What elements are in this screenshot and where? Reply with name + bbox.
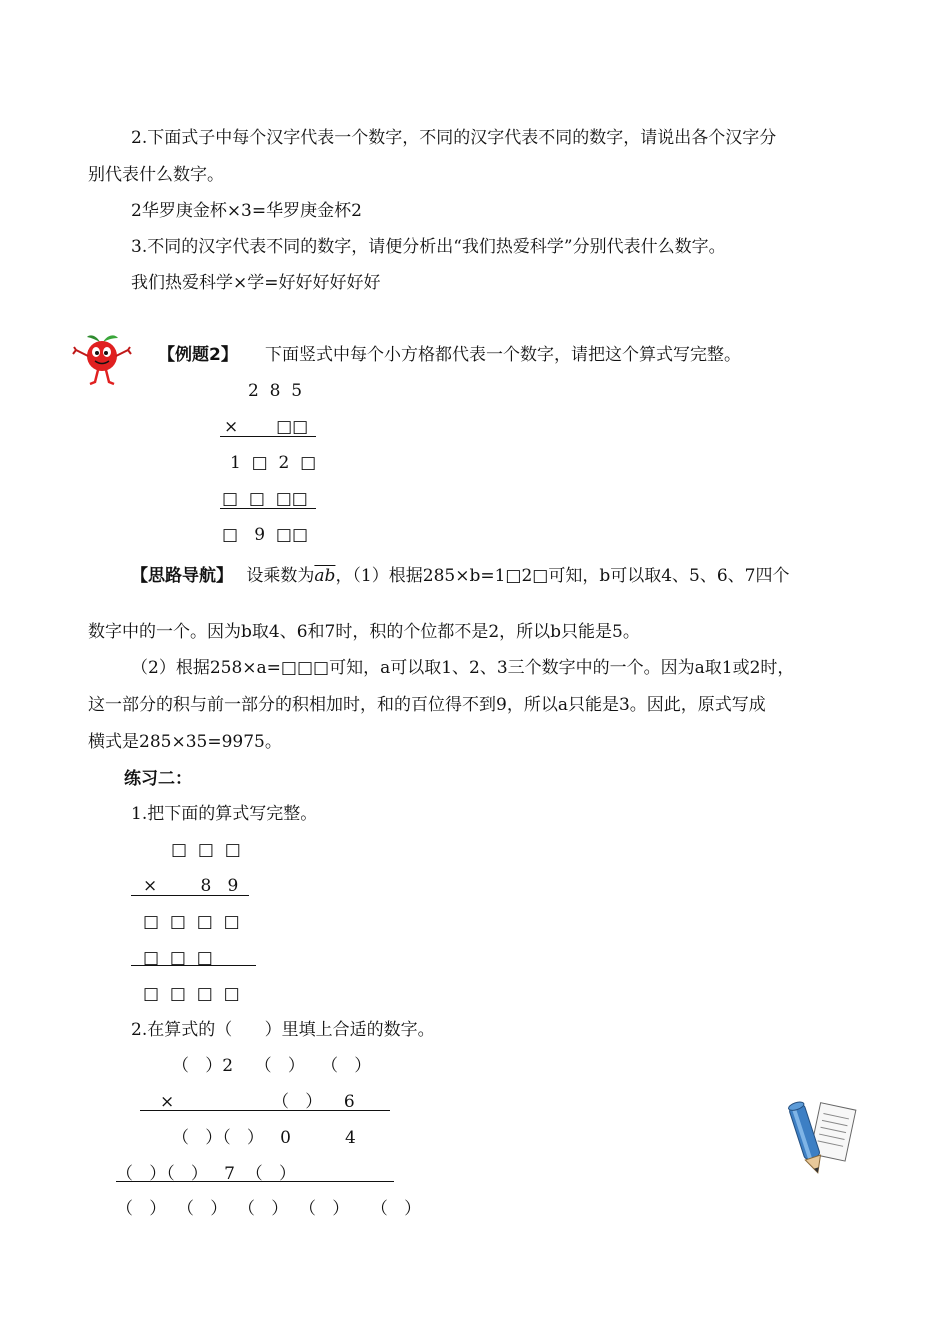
guide-line3: （2）根据258×a=□□□可知，a可以取1、2、3三个数字中的一个。因为a取1或2时，	[131, 658, 795, 678]
q2-line1: 2.下面式子中每个汉字代表一个数字，不同的汉字代表不同的数字，请说出各个汉字分	[131, 128, 777, 148]
q2-rule-1	[140, 1110, 390, 1111]
apple-mascot-icon	[70, 332, 134, 388]
practice2-q2: 2.在算式的（ ）里填上合适的数字。	[131, 1020, 435, 1040]
q1-row-3: □ □ □ □	[143, 912, 240, 932]
q2-times: ×	[160, 1092, 175, 1112]
q2-row-2: （ ） 6	[272, 1092, 355, 1112]
guide-line1	[131, 565, 789, 587]
example2-rule-2	[220, 508, 316, 509]
q2-rule-2	[116, 1181, 394, 1182]
q1-rule-2	[131, 965, 256, 966]
q2-line2: 别代表什么数字。	[88, 165, 224, 185]
practice2-q1: 1.把下面的算式写完整。	[131, 804, 318, 824]
q2-row-1: （ ）2 （ ） （ ）	[172, 1056, 372, 1076]
q2-formula: 2华罗庚金杯×3=华罗庚金杯2	[131, 201, 362, 221]
example2-row-5: □ 9 □□	[222, 525, 309, 545]
guide-line5: 横式是285×35=9975。	[88, 732, 282, 752]
q1-row-5: □ □ □ □	[143, 984, 240, 1004]
q1-row-4: □ □ □	[143, 948, 213, 968]
guide-label: 【思路导航】	[131, 566, 233, 586]
q1-row-1: □ □ □	[171, 840, 241, 860]
example2-row-2: × □□	[224, 417, 309, 437]
q1-row-2: × 8 9	[143, 876, 239, 896]
example2-rule-1	[220, 436, 316, 437]
guide-line2: 数字中的一个。因为b取4、6和7时，积的个位都不是2，所以b只能是5。	[88, 622, 640, 642]
practice2-heading: 练习二：	[124, 769, 192, 789]
example2-prompt: 下面竖式中每个小方格都代表一个数字，请把这个算式写完整。	[265, 345, 741, 365]
q2-row-4: （ ）（ ） 7 （ ）	[116, 1164, 296, 1184]
q1-rule-1	[131, 895, 249, 896]
example2-row-3: 1 □ 2 □	[230, 453, 317, 473]
guide-line4: 这一部分的积与前一部分的积相加时，和的百位得不到9，所以a只能是3。因此，原式写成	[88, 695, 766, 715]
example2-row-4: □ □ □□	[222, 489, 308, 509]
pencil-paper-icon	[788, 1096, 858, 1178]
q3-formula: 我们热爱科学×学=好好好好好好	[131, 273, 381, 293]
guide-line1-rest: ，（1）根据285×b=1□2□可知，b可以取4、5、6、7四个	[335, 566, 790, 586]
q2-row-5: （ ） （ ） （ ） （ ） （ ）	[116, 1199, 422, 1219]
guide-var: $\overline{ab}$	[314, 566, 336, 586]
example2-label: 【例题2】	[158, 345, 238, 365]
q3-line: 3.不同的汉字代表不同的数字，请便分析出“我们热爱科学”分别代表什么数字。	[131, 237, 726, 257]
guide-intro: 设乘数为	[246, 566, 315, 586]
example2-row-1: 2 8 5	[248, 381, 303, 401]
q2-row-3: （ ）（ ） 0 4	[172, 1128, 356, 1148]
